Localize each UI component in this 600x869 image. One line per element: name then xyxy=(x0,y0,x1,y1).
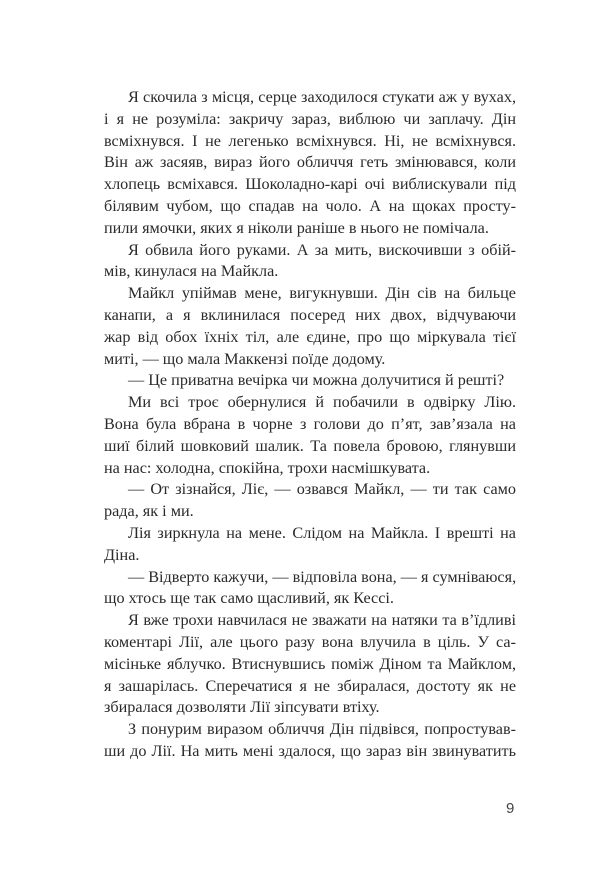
text-line: миті, — що мала Маккензі поїде додому. xyxy=(104,349,386,368)
text-line: шиї білий шовковий шалик. Та повела бровою, глянувши xyxy=(104,436,516,455)
paragraph xyxy=(104,370,516,392)
text-line: місіньке яблучко. Втиснувшись поміж Діном та Майклом, xyxy=(104,654,516,673)
text-line: жар від обох їхніх тіл, але єдине, про що міркувала тієї xyxy=(104,327,516,346)
text-line: Я вже трохи навчилася не зважати на натяки та в’їдливі xyxy=(128,611,516,630)
text-line: всміхнувся. І не легенько всміхнувся. Ні, не всміхнувся. xyxy=(104,131,516,150)
text-line: рада, як і ми. xyxy=(104,502,194,521)
paragraph xyxy=(104,719,516,763)
text-line: мів, кинулася на Майкла. xyxy=(104,262,279,281)
text-line: я зашарілась. Сперечатися я не збиралася, достоту як не xyxy=(104,676,516,695)
text-line: З понурим виразом обличчя Дін підвівся, попростував- xyxy=(128,720,516,739)
paragraph xyxy=(104,567,516,611)
text-line: Він аж засяяв, вираз його обличчя геть змінювався, коли xyxy=(104,153,516,172)
paragraph xyxy=(104,479,516,523)
text-line: — Відверто кажучи, — відповіла вона, — я сумніваюся, xyxy=(128,567,517,586)
text-line: білявим чубом, що спадав на чоло. А на щоках просту- xyxy=(104,196,516,215)
text-line: Ми всі троє обернулися й побачили в одвірку Лію. xyxy=(128,393,516,412)
text-line: Майкл упіймав мене, вигукнувши. Дін сів на бильце xyxy=(128,284,516,303)
paragraph xyxy=(104,610,516,719)
text-line: канапи, а я вклинилася посеред них двох, відчуваючи xyxy=(104,305,516,324)
page-number: 9 xyxy=(506,800,515,817)
text-line: — От зізнайся, Ліє, — озвався Майкл, — ти так само xyxy=(128,480,516,499)
page-body-text xyxy=(104,87,516,763)
text-line: Діна. xyxy=(104,545,140,564)
paragraph xyxy=(104,240,516,284)
text-line: збиралася дозволяти Лії зіпсувати втіху. xyxy=(104,698,380,717)
text-line: Вона була вбрана в чорне з голови до п’ят, зав’язала на xyxy=(104,414,516,433)
text-line: Лія зиркнула на мене. Слідом на Майкла. І врешті на xyxy=(128,523,516,542)
paragraph xyxy=(104,87,516,240)
text-line: хлопець всміхався. Шоколадно-карі очі виблискували під xyxy=(104,175,516,194)
paragraph xyxy=(104,283,516,370)
text-line: Я скочила з місця, серце заходилося стукати аж у вухах, xyxy=(128,88,516,106)
text-line: — Це приватна вечірка чи можна долучитися й решті? xyxy=(128,371,505,390)
text-line: пили ямочки, яких я ніколи раніше в нього не помічала. xyxy=(104,218,489,237)
paragraph xyxy=(104,523,516,567)
text-line: на нас: холодна, спокійна, трохи насмішкувата. xyxy=(104,458,431,477)
text-line: Я обвила його руками. А за мить, вискочивши з обій- xyxy=(128,240,516,259)
text-line: ши до Лії. На мить мені здалося, що зараз він звинуватить xyxy=(104,741,516,760)
text-line: коментарі Лії, але цього разу вона влучила в ціль. У са- xyxy=(104,632,516,651)
text-line: що хтось ще так само щасливий, як Кессі. xyxy=(104,589,394,608)
paragraph xyxy=(104,392,516,479)
text-line: і я не розуміла: закричу зараз, виблюю чи заплачу. Дін xyxy=(104,109,516,128)
